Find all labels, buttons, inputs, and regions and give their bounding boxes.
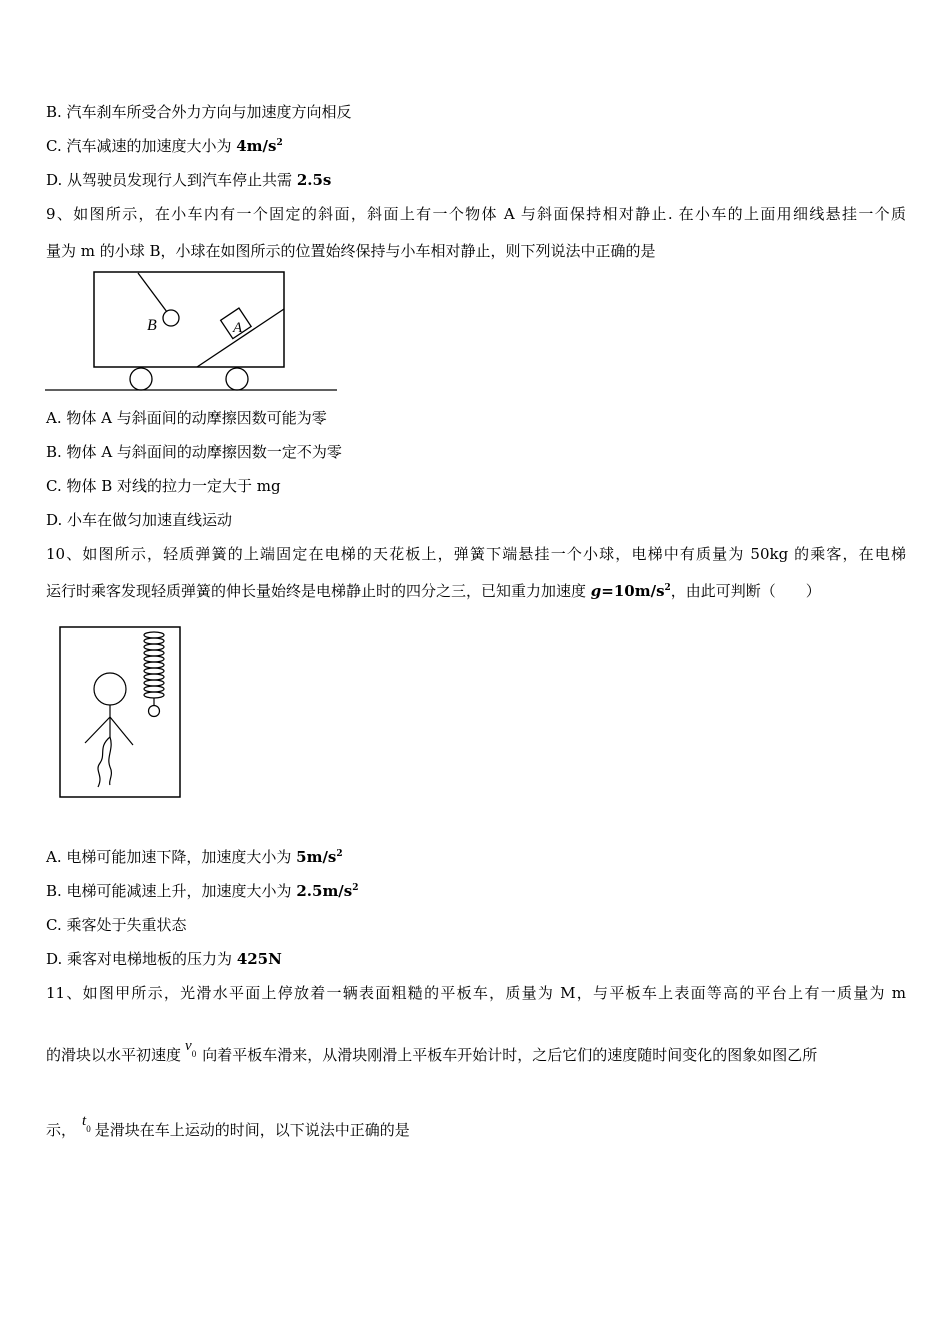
q9-option-d: D. 小车在做匀加速直线运动 <box>46 511 233 529</box>
q9-cart-figure <box>40 268 340 396</box>
q10-option-d: D. 乘客对电梯地板的压力为 425N <box>46 950 282 968</box>
block-a-label: A <box>233 320 243 336</box>
ball-b-label: B <box>147 317 157 334</box>
q9-stem-line-1: 9、如图所示，在小车内有一个固定的斜面，斜面上有一个物体 A 与斜面保持相对静止. 在小车的上面用细线悬挂一个质 <box>46 205 906 223</box>
q8-option-c: C. 汽车减速的加速度大小为 $4m/s^2$ <box>46 137 283 155</box>
v0-symbol: $v_0$ <box>185 1038 197 1059</box>
q10-stem-line-1: 10、如图所示，轻质弹簧的上端固定在电梯的天花板上，弹簧下端悬挂一个小球，电梯中有质量为 50kg 的乘客，在电梯 <box>46 545 906 563</box>
q9-option-c: C. 物体 B 对线的拉力一定大于 mg <box>46 477 281 495</box>
t0-symbol: $t_0$ <box>82 1113 91 1134</box>
q10-option-a: A. 电梯可能加速下降，加速度大小为 $5m/s^2$ <box>46 848 343 866</box>
q8-option-b: B. 汽车刹车所受合外力方向与加速度方向相反 <box>46 103 352 121</box>
q11-stem-line-2: 的滑块以水平初速度 $v_0$ 向着平板车滑来，从滑块刚滑上平板车开始计时，之后它们的速度随时间变化的图象如图乙所 <box>46 1038 818 1064</box>
q11-stem-line-1: 11、如图甲所示，光滑水平面上停放着一辆表面粗糙的平板车，质量为 M，与平板车上表面等高的平台上有一质量为 m <box>46 984 906 1002</box>
q9-option-b: B. 物体 A 与斜面间的动摩擦因数一定不为零 <box>46 443 342 461</box>
q11-stem-line-3: 示， $t_0$ 是滑块在车上运动的时间，以下说法中正确的是 <box>46 1113 410 1139</box>
q9-stem-line-2: 量为 m 的小球 B，小球在如图所示的位置始终保持与小车相对静止，则下列说法中正确的是 <box>46 242 656 260</box>
q10-elevator-figure <box>58 625 183 800</box>
q10-stem-line-2: 运行时乘客发现轻质弹簧的伸长量始终是电梯静止时的四分之三，已知重力加速度 $g=10m/s^2$，由此可判断（ ） <box>46 582 821 600</box>
q8-option-d: D. 从驾驶员发现行人到汽车停止共需 2.5s <box>46 171 332 189</box>
q10-option-c: C. 乘客处于失重状态 <box>46 916 187 934</box>
q9-option-a: A. 物体 A 与斜面间的动摩擦因数可能为零 <box>46 409 327 427</box>
q10-option-b: B. 电梯可能减速上升，加速度大小为 $2.5m/s^2$ <box>46 882 359 900</box>
